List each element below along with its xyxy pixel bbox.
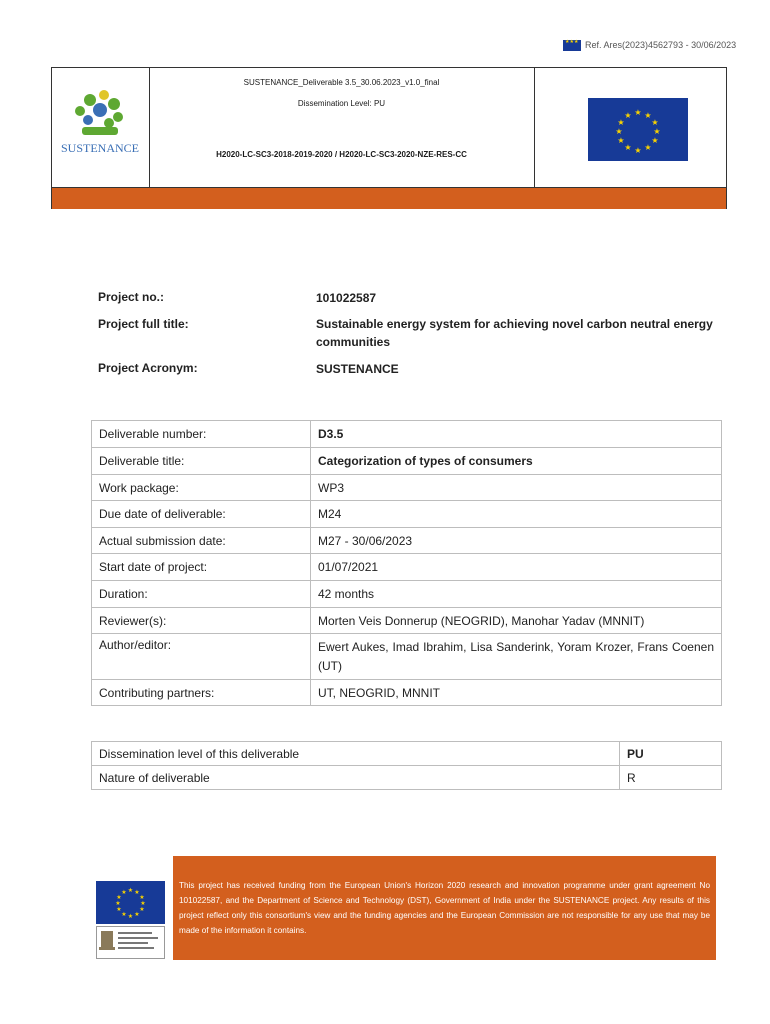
file-name: SUSTENANCE_Deliverable 3.5_30.06.2023_v1.0_final (243, 78, 440, 87)
eu-flag-icon (563, 40, 581, 51)
row-value: WP3 (311, 475, 722, 501)
row-value: 01/07/2021 (311, 554, 722, 581)
eu-flag-icon (588, 98, 688, 161)
table-row (92, 766, 722, 790)
india-emblem-icon (96, 926, 165, 959)
svg-text:★: ★ (651, 118, 659, 127)
svg-text:★: ★ (121, 889, 127, 896)
row-label: Contributing partners: (92, 680, 311, 706)
reference-line (563, 38, 736, 52)
svg-text:★: ★ (653, 127, 661, 136)
row-label: Deliverable number: (92, 421, 311, 448)
call-identifier: H2020-LC-SC3-2018-2019-2020 / H2020-LC-SC3-2020-NZE-RES-CC (216, 150, 467, 159)
table-row (92, 421, 722, 448)
svg-text:★: ★ (115, 900, 121, 907)
deliverable-table (91, 420, 722, 706)
svg-text:★: ★ (634, 108, 642, 117)
table-row (92, 448, 722, 475)
table-row (92, 680, 722, 706)
row-label: Actual submission date: (92, 528, 311, 554)
svg-text:★: ★ (615, 127, 623, 136)
row-label: Dissemination level of this deliverable (92, 742, 620, 766)
table-row (92, 634, 722, 680)
row-value: D3.5 (311, 421, 722, 448)
svg-text:★: ★ (651, 136, 659, 145)
svg-text:★: ★ (127, 913, 134, 920)
svg-text:★: ★ (139, 894, 145, 901)
funding-text: This project has received funding from the European Union's Horizon 2020 research and innovation programme under grant agreement No 101022587, and the Department of Science and Technology (DST), Government of India under the SUSTENANCE project. Any results of this project reflect only this consortium's view and the funding agencies and the European Commission are not responsible for any use that may be made of the information it contains. (179, 881, 710, 935)
row-label: Deliverable title: (92, 448, 311, 475)
table-row (92, 608, 722, 634)
row-value: UT, NEOGRID, MNNIT (311, 680, 722, 706)
reference-text: Ref. Ares(2023)4562793 - 30/06/2023 (585, 40, 737, 50)
row-value: Categorization of types of consumers (311, 448, 722, 475)
header-accent-bar (52, 187, 726, 209)
row-label: Author/editor: (92, 634, 311, 680)
flag-cell (534, 68, 728, 187)
svg-text:★: ★ (624, 111, 632, 120)
row-value: R (620, 766, 722, 790)
table-row (92, 581, 722, 608)
svg-text:★: ★ (634, 146, 642, 155)
table-row (92, 501, 722, 528)
funding-notice (173, 856, 716, 960)
svg-text:★: ★ (624, 143, 632, 152)
svg-text:★: ★ (116, 894, 122, 901)
logo-text: SUSTENANCE (60, 141, 140, 155)
row-label: Nature of deliverable (92, 766, 620, 790)
table-row (92, 528, 722, 554)
svg-text:★: ★ (121, 911, 127, 918)
sustenance-logo (52, 68, 149, 187)
row-value: 42 months (311, 581, 722, 608)
svg-text:★: ★ (644, 143, 652, 152)
svg-text:★: ★ (127, 887, 134, 894)
row-label: Work package: (92, 475, 311, 501)
logo-cell (52, 68, 150, 187)
dissemination-level: Dissemination Level: PU (297, 99, 386, 108)
svg-text:★: ★ (617, 118, 625, 127)
table-row (92, 742, 722, 766)
header-center (149, 68, 534, 187)
row-value: Morten Veis Donnerup (NEOGRID), Manohar Yadav (MNNIT) (311, 608, 722, 634)
row-value: PU (620, 742, 722, 766)
project-title-value: Sustainable energy system for achieving novel carbon neutral energy communities (316, 317, 713, 349)
row-label: Due date of deliverable: (92, 501, 311, 528)
row-value: Ewert Aukes, Imad Ibrahim, Lisa Sanderink, Yoram Krozer, Frans Coenen (UT) (311, 634, 722, 680)
row-label: Reviewer(s): (92, 608, 311, 634)
svg-text:★: ★ (134, 889, 140, 896)
svg-text:★: ★ (139, 906, 145, 913)
eu-flag-icon (96, 881, 165, 924)
table-row (92, 554, 722, 581)
document-header (51, 67, 727, 209)
project-acronym-value: SUSTENANCE (316, 362, 399, 376)
project-acronym-label: Project Acronym: (98, 361, 198, 375)
dissemination-table (91, 741, 722, 790)
svg-text:★: ★ (644, 111, 652, 120)
project-no-value: 101022587 (316, 291, 377, 305)
svg-text:★: ★ (617, 136, 625, 145)
project-title-label: Project full title: (98, 317, 189, 331)
row-label: Start date of project: (92, 554, 311, 581)
row-label: Duration: (92, 581, 311, 608)
svg-text:★: ★ (116, 906, 122, 913)
svg-text:★: ★ (140, 900, 146, 907)
project-no-label: Project no.: (98, 290, 165, 304)
row-value: M27 - 30/06/2023 (311, 528, 722, 554)
svg-text:★: ★ (134, 911, 140, 918)
row-value: M24 (311, 501, 722, 528)
table-row (92, 475, 722, 501)
